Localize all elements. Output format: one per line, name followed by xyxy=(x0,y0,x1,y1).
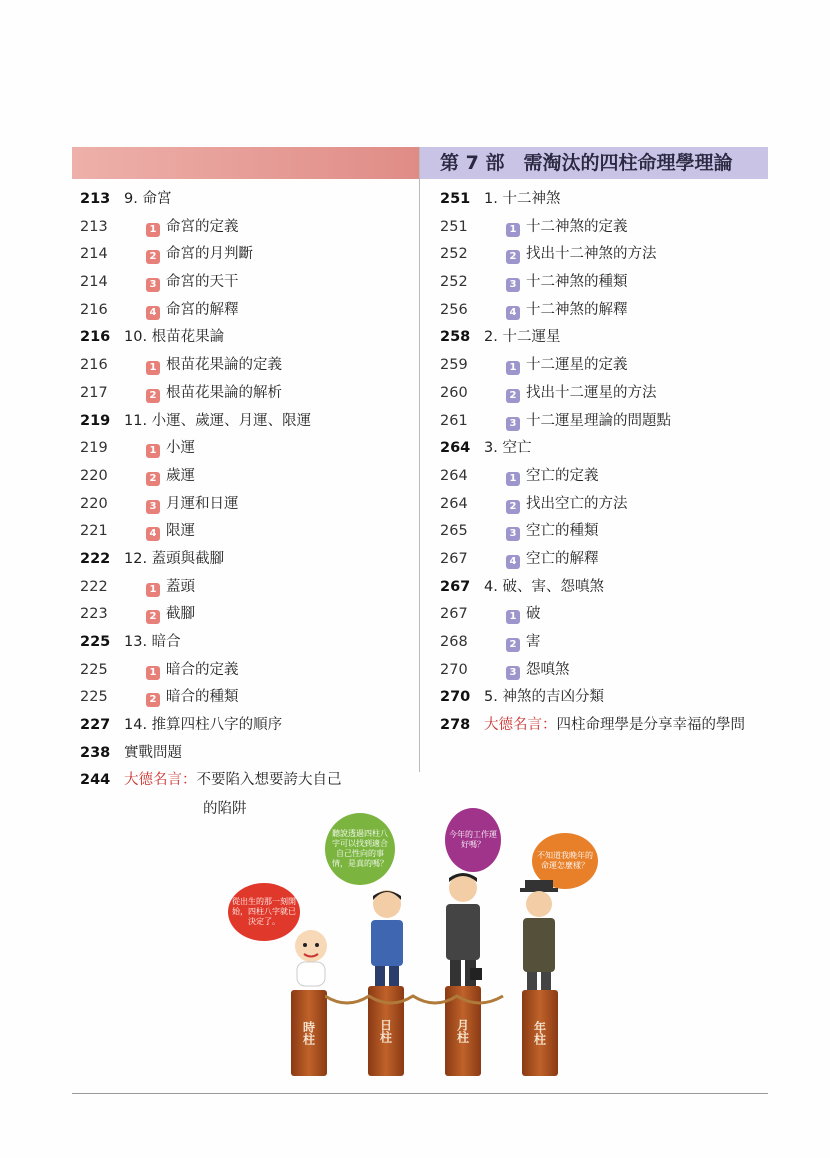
entry-title: 限運 xyxy=(166,523,195,540)
entry-text xyxy=(146,269,239,297)
entry-text xyxy=(124,186,171,214)
entry-text xyxy=(124,740,182,768)
baby-figure xyxy=(287,926,335,994)
pillar-post-hour: 時柱 xyxy=(291,990,327,1076)
entry-title: 暗合的定義 xyxy=(166,661,239,678)
toc-subentry xyxy=(80,574,410,602)
toc-entry xyxy=(80,767,410,795)
four-pillars-illustration xyxy=(225,808,593,1078)
entry-text xyxy=(484,574,604,602)
page-number: 214 xyxy=(80,246,108,263)
page-number: 251 xyxy=(440,191,471,207)
toc-subentry xyxy=(80,684,410,712)
old-man-figure xyxy=(517,880,561,998)
entry-text xyxy=(506,601,541,629)
item-number-badge: 2 xyxy=(506,250,520,264)
toc-subentry xyxy=(80,491,410,519)
page-number: 219 xyxy=(80,440,108,457)
pillar-post-day: 日柱 xyxy=(368,986,404,1076)
entry-title: 2. 十二運星 xyxy=(484,329,561,346)
toc-entry xyxy=(80,740,410,768)
item-number-badge: 2 xyxy=(146,472,160,486)
page-number: 216 xyxy=(80,357,108,374)
entry-title: 破 xyxy=(526,606,541,623)
entry-title: 4. 破、害、怨嗔煞 xyxy=(484,578,604,595)
part-title: 第 7 部 需淘汰的四柱命理學理論 xyxy=(440,152,733,174)
toc-subentry xyxy=(440,657,770,685)
item-number-badge: 2 xyxy=(506,500,520,514)
page-number: 251 xyxy=(440,218,468,235)
entry-title: 9. 命宮 xyxy=(124,191,172,207)
page-number: 217 xyxy=(80,384,108,401)
entry-text xyxy=(124,408,311,436)
toc-subentry xyxy=(80,380,410,408)
toc-entry xyxy=(80,408,410,436)
item-number-badge: 2 xyxy=(146,610,160,624)
item-number-badge: 4 xyxy=(146,306,160,320)
toc-subentry xyxy=(440,463,770,491)
speech-bubble-baby: 從出生的那一刻開始，四柱八字就已決定了。 xyxy=(228,883,300,941)
entry-text xyxy=(506,352,628,380)
entry-text xyxy=(146,657,239,685)
entry-text xyxy=(124,629,181,657)
entry-title: 找出十二運星的方法 xyxy=(526,384,657,401)
entry-title: 暗合的種類 xyxy=(166,689,239,706)
entry-title: 11. 小運、歲運、月運、限運 xyxy=(124,412,312,429)
item-number-badge: 3 xyxy=(506,666,520,680)
page-number: 256 xyxy=(440,301,468,318)
entry-text xyxy=(146,574,195,602)
entry-text xyxy=(506,491,628,519)
entry-title: 十二神煞的定義 xyxy=(526,218,628,235)
toc-entry xyxy=(440,712,770,740)
entry-title: 12. 蓋頭與截腳 xyxy=(124,550,225,567)
toc-subentry xyxy=(440,491,770,519)
entry-title: 四柱命理學是分享幸福的學問 xyxy=(556,717,745,734)
entry-text xyxy=(146,435,195,463)
entry-text xyxy=(146,463,195,491)
item-number-badge: 4 xyxy=(506,555,520,569)
entry-title: 根苗花果論的定義 xyxy=(166,357,282,374)
quote-label: 大德名言： xyxy=(124,772,197,789)
toc-subentry xyxy=(440,408,770,436)
entry-text xyxy=(146,241,253,269)
entry-text xyxy=(484,684,604,712)
page-number: 225 xyxy=(80,689,108,706)
left-toc-column xyxy=(80,186,410,795)
toc-subentry xyxy=(440,297,770,325)
entry-title: 歲運 xyxy=(166,467,195,484)
item-number-badge: 3 xyxy=(506,278,520,292)
entry-text xyxy=(484,435,531,463)
toc-entry xyxy=(80,546,410,574)
page-number: 270 xyxy=(440,661,468,678)
page-number: 238 xyxy=(80,744,111,761)
entry-title: 空亡的種類 xyxy=(526,523,599,540)
entry-title: 命宮的定義 xyxy=(166,218,239,235)
toc-subentry xyxy=(80,601,410,629)
item-number-badge: 1 xyxy=(506,472,520,486)
toc-subentry xyxy=(440,546,770,574)
right-toc-column xyxy=(440,186,770,740)
entry-title: 不要陷入想要誇大自己 xyxy=(196,772,342,789)
entry-title: 空亡的解釋 xyxy=(526,550,599,567)
entry-text xyxy=(506,629,541,657)
toc-entry xyxy=(440,574,770,602)
entry-text xyxy=(506,518,599,546)
toc-subentry xyxy=(440,241,770,269)
entry-text xyxy=(146,214,239,242)
toc-entry xyxy=(80,712,410,740)
page-number: 267 xyxy=(440,578,471,595)
item-number-badge: 2 xyxy=(506,389,520,403)
footer-rule xyxy=(72,1093,768,1094)
item-number-badge: 1 xyxy=(146,444,160,458)
entry-title: 13. 暗合 xyxy=(124,634,181,650)
quote-label: 大德名言： xyxy=(484,717,557,734)
entry-title: 1. 十二神煞 xyxy=(484,191,561,207)
item-number-badge: 2 xyxy=(146,250,160,264)
page-number: 258 xyxy=(440,329,471,346)
page-number: 216 xyxy=(80,329,111,346)
page-number: 222 xyxy=(80,550,111,567)
middle-aged-man-figure xyxy=(440,870,486,998)
left-header-bar xyxy=(72,147,419,179)
entry-text xyxy=(124,546,224,574)
page-number: 261 xyxy=(440,412,468,429)
column-divider xyxy=(419,147,420,772)
entry-title: 實戰問題 xyxy=(124,744,182,761)
entry-text xyxy=(484,186,560,214)
page-number: 225 xyxy=(80,661,108,678)
entry-text xyxy=(146,601,195,629)
item-number-badge: 1 xyxy=(146,223,160,237)
entry-text xyxy=(506,269,628,297)
speech-bubble-middle-man: 今年的工作運好嗎？ xyxy=(445,808,501,872)
entry-text xyxy=(506,657,570,685)
entry-title: 害 xyxy=(526,634,541,650)
page-number: 214 xyxy=(80,274,108,291)
entry-title: 小運 xyxy=(166,440,195,457)
toc-subentry xyxy=(80,241,410,269)
item-number-badge: 1 xyxy=(506,223,520,237)
toc-subentry xyxy=(440,352,770,380)
entry-text xyxy=(506,463,599,491)
toc-subentry xyxy=(440,518,770,546)
entry-title: 14. 推算四柱八字的順序 xyxy=(124,717,283,734)
entry-title: 5. 神煞的吉凶分類 xyxy=(484,689,604,706)
page-number: 260 xyxy=(440,384,468,401)
speech-bubble-old-man: 不知道我晚年的命運怎麼樣？ xyxy=(532,833,598,889)
page-number: 259 xyxy=(440,357,468,374)
page-number: 220 xyxy=(80,467,108,484)
entry-title: 蓋頭 xyxy=(166,578,195,595)
item-number-badge: 3 xyxy=(146,500,160,514)
entry-title: 命宮的解釋 xyxy=(166,301,239,318)
toc-subentry xyxy=(80,297,410,325)
item-number-badge: 3 xyxy=(146,278,160,292)
entry-text xyxy=(146,380,282,408)
entry-title: 命宮的天干 xyxy=(166,274,239,291)
page-number: 264 xyxy=(440,467,468,484)
toc-entry xyxy=(80,186,410,214)
entry-text xyxy=(506,241,657,269)
young-man-figure xyxy=(365,886,409,1000)
entry-text xyxy=(146,297,239,325)
page-number: 270 xyxy=(440,689,471,706)
toc-subentry xyxy=(80,269,410,297)
page-number: 244 xyxy=(80,772,111,789)
page-number: 223 xyxy=(80,606,108,623)
entry-title: 找出十二神煞的方法 xyxy=(526,246,657,263)
item-number-badge: 2 xyxy=(506,638,520,652)
entry-title: 截腳 xyxy=(166,606,195,623)
toc-subentry xyxy=(440,629,770,657)
page-number: 216 xyxy=(80,301,108,318)
entry-title: 十二神煞的種類 xyxy=(526,274,628,291)
entry-title: 3. 空亡 xyxy=(484,440,532,457)
entry-title: 空亡的定義 xyxy=(526,467,599,484)
toc-subentry xyxy=(440,269,770,297)
toc-subentry xyxy=(80,352,410,380)
entry-text xyxy=(146,352,282,380)
entry-text xyxy=(124,712,282,740)
entry-text xyxy=(484,712,745,740)
page-number: 268 xyxy=(440,634,468,650)
toc-subentry xyxy=(440,380,770,408)
toc-entry xyxy=(440,684,770,712)
item-number-badge: 1 xyxy=(506,610,520,624)
page-number: 213 xyxy=(80,191,111,207)
entry-title: 命宮的月判斷 xyxy=(166,246,253,263)
rope xyxy=(325,986,525,1016)
toc-subentry xyxy=(80,657,410,685)
quote-continuation: 的陷阱 xyxy=(203,801,247,817)
entry-title: 十二運星的定義 xyxy=(526,357,628,374)
pillar-post-month: 月柱 xyxy=(445,986,481,1076)
entry-text xyxy=(124,324,224,352)
toc-subentry xyxy=(80,214,410,242)
page-number: 221 xyxy=(80,523,108,540)
entry-text xyxy=(506,297,628,325)
entry-title: 十二運星理論的問題點 xyxy=(526,412,671,429)
page-number: 278 xyxy=(440,717,471,734)
page-number: 220 xyxy=(80,495,108,512)
page-number: 267 xyxy=(440,606,468,623)
entry-text xyxy=(124,767,342,795)
toc-subentry xyxy=(440,601,770,629)
pillar-post-year: 年柱 xyxy=(522,990,558,1076)
item-number-badge: 3 xyxy=(506,527,520,541)
entry-text xyxy=(506,214,628,242)
item-number-badge: 2 xyxy=(146,389,160,403)
item-number-badge: 1 xyxy=(146,361,160,375)
page-number: 252 xyxy=(440,246,468,263)
entry-text xyxy=(506,546,599,574)
entry-text xyxy=(506,408,671,436)
entry-title: 10. 根苗花果論 xyxy=(124,329,225,346)
page-number: 265 xyxy=(440,523,468,540)
page-number: 222 xyxy=(80,578,108,595)
entry-title: 怨嗔煞 xyxy=(526,661,570,678)
page-number: 213 xyxy=(80,218,108,235)
page-number: 264 xyxy=(440,440,471,457)
page-number: 252 xyxy=(440,274,468,291)
toc-subentry xyxy=(440,214,770,242)
entry-text xyxy=(484,324,560,352)
toc-subentry xyxy=(80,518,410,546)
page-number: 264 xyxy=(440,495,468,512)
toc-entry xyxy=(80,324,410,352)
entry-text xyxy=(146,684,239,712)
page-number: 227 xyxy=(80,717,111,734)
item-number-badge: 4 xyxy=(146,527,160,541)
item-number-badge: 1 xyxy=(506,361,520,375)
entry-title: 找出空亡的方法 xyxy=(526,495,628,512)
page-number: 219 xyxy=(80,412,111,429)
entry-title: 根苗花果論的解析 xyxy=(166,384,282,401)
page-number: 225 xyxy=(80,634,111,650)
item-number-badge: 1 xyxy=(146,583,160,597)
item-number-badge: 4 xyxy=(506,306,520,320)
item-number-badge: 2 xyxy=(146,693,160,707)
toc-entry xyxy=(440,186,770,214)
item-number-badge: 1 xyxy=(146,666,160,680)
toc-entry xyxy=(80,629,410,657)
entry-title: 十二神煞的解釋 xyxy=(526,301,628,318)
entry-text xyxy=(506,380,657,408)
entry-text xyxy=(146,518,195,546)
toc-entry xyxy=(440,435,770,463)
toc-entry xyxy=(440,324,770,352)
page-number: 267 xyxy=(440,550,468,567)
toc-subentry xyxy=(80,463,410,491)
entry-title: 月運和日運 xyxy=(166,495,239,512)
entry-text xyxy=(146,491,239,519)
item-number-badge: 3 xyxy=(506,417,520,431)
speech-bubble-young-man: 聽說透過四柱八字可以找到適合自己性向的事情，是真的嗎？ xyxy=(325,813,395,885)
toc-subentry xyxy=(80,435,410,463)
